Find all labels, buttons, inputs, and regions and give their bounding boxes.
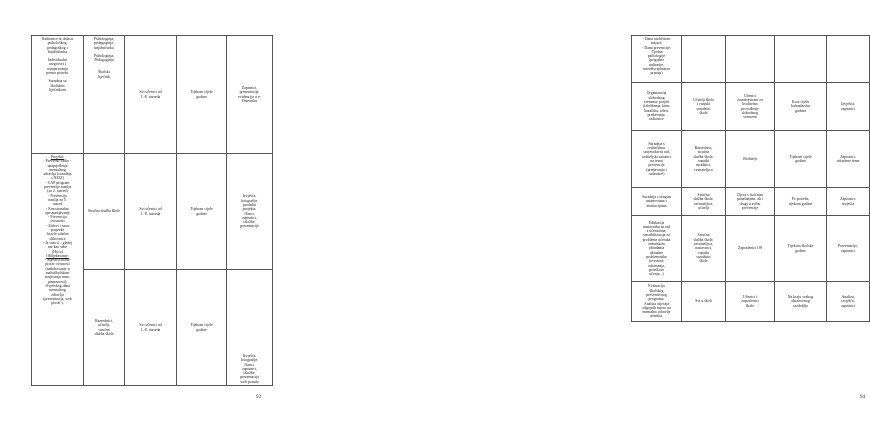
text-line: -bracle talačne (46, 232, 69, 237)
text-line: mentalnog (49, 167, 66, 172)
text-line: obrazovnog (791, 299, 810, 304)
text-line: -Svjetskog dana (45, 283, 70, 288)
text-line: psihologije (647, 54, 666, 59)
responsible-cell: Stručna služba škole (84, 154, 125, 270)
text-line: Zapisnici, (840, 197, 856, 202)
text-line: nastavnici, (695, 246, 712, 251)
text-line: - Prevelno vadro - (43, 159, 72, 164)
text-line: ravnateljica, (693, 242, 714, 247)
text-line: Tijekom cijele (190, 207, 213, 212)
text-line: zdravlja (suradnja (43, 172, 72, 177)
text-line: Na kraju svakog (787, 295, 814, 300)
text-line: Suradnja sa (48, 79, 67, 84)
text-line: evidencija u e- (238, 94, 261, 99)
text-line: radionice (649, 117, 664, 122)
target-group-cell (125, 36, 177, 154)
text-line: zapisnici, (242, 366, 257, 371)
text-line: Svi učenici od (139, 207, 162, 212)
projects-title: Projekti: (50, 155, 65, 159)
text-line: vanjski (697, 159, 710, 163)
text-line: maltuškolskom (45, 271, 70, 276)
text-line: problematike (646, 254, 667, 259)
text-line: aktualne (649, 250, 664, 255)
activity-cell (632, 83, 682, 131)
responsible-cell (682, 131, 726, 188)
text-line: Suradnja s (648, 141, 665, 146)
text-line: razdoblja (793, 303, 808, 308)
text-line: škole (699, 259, 708, 264)
activity-cell (32, 36, 84, 154)
text-line: pismenosti); (47, 279, 68, 284)
target-group-cell (726, 36, 775, 83)
text-line: Tijekom cijele (190, 90, 213, 95)
text-line: Razrednici, (694, 146, 713, 151)
text-line: Analiza utjecaja (643, 301, 670, 306)
text-line: pedagoginja, (94, 41, 114, 46)
text-line: 1.-8. razreda (140, 211, 161, 216)
evaluation-cell (827, 216, 870, 282)
text-line: suradnici (696, 254, 711, 259)
activity-cell (632, 188, 682, 216)
text-line: zapisnici (841, 106, 855, 111)
text-line: Tijekom cijele (789, 154, 812, 159)
text-line: preventivnog (646, 292, 667, 297)
text-line: slikovnice (49, 236, 66, 241)
projects-cell (32, 154, 84, 386)
time-cell (775, 216, 827, 282)
text-line: prevencije nasilja (43, 185, 72, 190)
table-row (32, 36, 273, 154)
text-line: (prigodne (648, 58, 665, 63)
text-line: - Prevencija (48, 215, 67, 220)
text-line: fotografije, (240, 198, 259, 203)
text-line: - Dana različitosti (642, 37, 671, 41)
text-line: služba škole, (693, 154, 714, 159)
text-line: Izvješća, (841, 102, 855, 107)
text-line: - Dana prevencije; (642, 45, 671, 50)
target-group-cell (125, 154, 177, 270)
text-line: ovisnosti (50, 219, 65, 224)
text-line: -Tjedan (650, 49, 663, 54)
text-line: Psihologinja, (93, 53, 115, 58)
text-line: ravnateljica (694, 167, 713, 172)
text-line: Razrednici, (95, 318, 113, 323)
text-line: radionice, (648, 62, 665, 67)
text-line: Roditelji (743, 156, 757, 161)
text-line: produkti (242, 202, 257, 207)
text-line: Analiza, (841, 295, 855, 300)
text-line: zaposlenici (741, 299, 759, 304)
text-line: godine (795, 159, 806, 163)
text-line: Učitelji škole (693, 97, 714, 102)
text-line: (ovisnost, (648, 259, 665, 264)
text-line: prevencije (648, 163, 665, 168)
text-line: savjetodavni rad, (643, 150, 670, 155)
table-row (32, 154, 273, 270)
text-line: provođenje (741, 106, 759, 111)
text-line: fotografije, (240, 358, 259, 363)
text-line: Psihologinja, (93, 37, 115, 41)
text-line: me kao sebe (47, 245, 68, 250)
text-line: Dnevniku (241, 98, 258, 103)
text-line: učenika. (649, 314, 664, 319)
text-line: razgovori i (49, 62, 66, 67)
text-line: na temu (650, 159, 663, 163)
text-line: Zaposlenici OŠ (737, 246, 763, 251)
text-line: nastavnika za rad (642, 224, 670, 229)
text-line: prezentacije (240, 224, 259, 229)
text-line: godine (196, 327, 207, 332)
text-line: - Zidovi i nasu (46, 223, 69, 228)
text-line: prevencije (741, 205, 759, 210)
target-group-cell (726, 282, 775, 322)
text-line: predavanja, (647, 112, 666, 117)
text-line: Organizacija (646, 91, 667, 96)
text-line: liječnikom (49, 87, 66, 92)
text-line: slobodnog (648, 95, 665, 100)
text-line: škole (699, 110, 708, 115)
time-cell (177, 36, 227, 154)
text-line: Radionice iz oblasti (42, 37, 73, 41)
text-line: projekta, (242, 207, 257, 212)
text-line: mentalno zdravlje (642, 310, 671, 315)
table-row (632, 83, 870, 131)
text-line: Učenici (743, 93, 757, 98)
text-line: (predavanja i (646, 167, 667, 172)
evaluation-cell (827, 131, 870, 188)
text-line: slobodnog (741, 110, 759, 115)
text-line: stručna (98, 327, 110, 332)
text-line: Svi u školi (695, 299, 712, 304)
text-line: obradama (648, 246, 665, 251)
text-line: školskim (50, 83, 65, 88)
evaluation-cell (827, 282, 870, 322)
time-cell (775, 131, 827, 188)
text-line: odradene teme (836, 159, 860, 163)
text-line: knjižničarka (47, 49, 68, 54)
text-line: roditeljima, (647, 146, 666, 151)
text-line: služba škole, (693, 197, 714, 202)
text-line: pristup) (650, 71, 663, 76)
text-line: vremena, posjeti (643, 100, 670, 105)
text-line: kalendarsku (791, 104, 810, 109)
evaluation-cell (827, 83, 870, 131)
text-line: - Ja sam ti – gledej (42, 240, 73, 245)
text-line: Tijekom školske (787, 244, 814, 249)
text-line: razred (52, 202, 63, 207)
projects-list (33, 159, 82, 254)
table-row (632, 188, 870, 216)
responsible-cell (84, 270, 125, 386)
text-line: protiv ovisnosti (45, 262, 70, 267)
text-line: prezentacija (240, 375, 259, 380)
text-line: roditeljski sastanci (641, 154, 672, 159)
target-group-cell (726, 188, 775, 216)
activity-cell (632, 282, 682, 322)
text-line: Evaluacija (648, 284, 665, 289)
time-cell (177, 270, 227, 386)
text-line: (Hyco) (51, 249, 64, 254)
text-line: drugi u svrhu (739, 201, 761, 206)
text-line: Prezentacije, (838, 244, 858, 249)
observance-list (33, 258, 82, 305)
target-group-cell (726, 131, 775, 188)
text-line: radionice) (648, 171, 665, 176)
target-group-cell (726, 216, 775, 282)
text-line: usmjeravanja (47, 66, 68, 71)
time-cell (775, 36, 827, 83)
text-line: učitelji, (98, 323, 110, 328)
text-line: suradnici, (695, 163, 712, 168)
text-line: Zapisnici, (241, 85, 258, 90)
text-line: ravnateljica, (693, 201, 714, 206)
text-line: i vanjski (696, 102, 711, 107)
activity-cell (632, 216, 682, 282)
text-line: učitelji (698, 205, 709, 210)
text-line: - Emocionalno (45, 206, 69, 211)
evaluation-cell (227, 270, 273, 386)
text-line: pedagoškog i (47, 45, 68, 50)
text-line: Zapisnici, (840, 154, 856, 159)
text-line: Djeca s rizičnim (737, 192, 763, 197)
target-group-cell (726, 83, 775, 131)
text-line: probleme učenika (642, 237, 671, 242)
time-cell (177, 154, 227, 270)
text-line: odrastanja, (648, 263, 665, 268)
text-line: liječnik (98, 74, 110, 79)
text-line: članci, (244, 211, 255, 216)
text-line: stručna (697, 150, 710, 155)
text-line: izvješća (841, 201, 855, 206)
text-line: godine (196, 211, 207, 216)
text-line: natjecanju mmc (45, 275, 70, 280)
text-line: prema potrebi. (46, 71, 69, 76)
text-line: Školski (98, 70, 110, 75)
text-line: odgojnih mjera na (642, 305, 671, 310)
activity-cell (632, 131, 682, 188)
text-line: zapisnici, (242, 215, 257, 220)
text-line: - CAP program (45, 180, 70, 185)
text-line: školskog (649, 288, 664, 293)
text-line: Svi učenici od (139, 323, 162, 328)
text-line: zainteresirani za (737, 97, 763, 102)
responsible-cell (682, 216, 726, 282)
text-line: članci, (244, 362, 255, 367)
text-line: Kroz cijelu (791, 100, 810, 105)
time-cell (775, 83, 827, 131)
text-line: kvalitetno (742, 102, 758, 107)
text-line: Po potrebe, (791, 197, 810, 202)
text-line: Tijekom cijele (190, 323, 213, 328)
right-plan-table (631, 35, 870, 322)
text-line: godinu (795, 108, 806, 113)
page-number: 94 (860, 395, 865, 400)
time-cell (775, 282, 827, 322)
text-line: Suradnja s drugim (642, 195, 671, 200)
text-line: opismenjavanje (45, 210, 70, 215)
text-line: Svi učenici od (139, 90, 162, 95)
text-line: Učenici i (742, 295, 758, 300)
text-line: (nadobovanje u (45, 266, 70, 271)
text-line: vanjski (697, 250, 710, 255)
text-line: interdisciplinarni (643, 67, 670, 72)
table-row (632, 216, 870, 282)
text-line: institucijama (646, 203, 667, 208)
text-line: Stručna (697, 192, 710, 197)
time-cell (775, 188, 827, 216)
text-line: prezentacije, (239, 90, 260, 95)
table-row (632, 36, 870, 83)
text-line: - mjeseca borbe (45, 258, 70, 263)
text-line: (izložbama, kinu, (642, 104, 671, 109)
responsible-cell (682, 188, 726, 216)
evaluation-cell (827, 188, 870, 216)
evaluation-cell (227, 154, 273, 270)
text-line: Edukacija (648, 220, 665, 225)
text-line: s učenicima, (646, 229, 667, 234)
text-line: Izvješća, (242, 194, 257, 199)
text-line: programa. (648, 297, 665, 302)
text-line: s NZJZ) (51, 176, 64, 181)
text-line: Izvješća, (242, 353, 257, 358)
left-page (0, 0, 300, 424)
text-line: Pedagoginja (94, 58, 114, 63)
text-line: poteškoće (648, 267, 665, 272)
text-line: suradnici (696, 106, 711, 111)
text-line: knjižničarka (94, 45, 114, 50)
text-line: izvješća, (841, 299, 855, 304)
text-line: web portala (240, 379, 259, 384)
table-row (632, 131, 870, 188)
text-line: portal ). (51, 301, 64, 306)
text-line: psihološkog, (47, 41, 68, 46)
responsible-cell (682, 282, 726, 322)
text-line: ponašanjem, ali i (736, 197, 764, 202)
left-plan-table (31, 35, 273, 386)
text-line: kazalištu, izleti, (644, 108, 669, 113)
responsible-cell (682, 83, 726, 131)
text-line: mentalnog (49, 288, 66, 293)
text-line: služba škole, (693, 237, 714, 242)
text-line: majica; (650, 41, 663, 46)
responsible-cell (682, 36, 726, 83)
text-line: zdravlja (51, 292, 64, 297)
text-line: senzibilizacija za (643, 233, 670, 238)
right-page (300, 0, 865, 424)
text-line: škole (745, 303, 755, 308)
text-line: izložbe, (243, 220, 256, 225)
text-line: nasilja za 5. (48, 197, 67, 202)
text-line: služba škole (94, 331, 114, 336)
evaluation-cell (227, 36, 273, 154)
text-line: (za 2. razred) (47, 189, 68, 194)
text-line: vremena (743, 115, 757, 120)
table-row (632, 282, 870, 322)
text-line: unaprjeđenje (47, 163, 68, 168)
text-line: - Prevencija (48, 193, 67, 198)
text-line: Stručna (697, 233, 710, 238)
text-line: učenja...) (649, 272, 664, 277)
text-line: ustanovama s (645, 199, 668, 204)
page-number: 93 (256, 395, 261, 400)
target-group-cell (125, 270, 177, 386)
text-line: izložbe, (243, 371, 256, 376)
evaluation-cell (827, 36, 870, 83)
responsible-cell (84, 36, 125, 154)
text-line: Individualni (47, 58, 68, 63)
observance-title: Obilježavanje: (46, 253, 69, 258)
text-line: tematskim (648, 242, 665, 247)
text-line: (prezentacija, web (43, 296, 72, 301)
text-line: zapisnici (841, 303, 855, 308)
activity-cell (632, 36, 682, 83)
text-line: godine (795, 248, 806, 253)
text-line: 1.-8. razreda (140, 327, 161, 332)
text-line: prapreke (50, 228, 65, 233)
text-line: godine (196, 94, 207, 99)
text-line: 1.-8. razreda (140, 94, 161, 99)
text-line: tijekom godine (788, 201, 813, 206)
text-line: zapisnici (841, 248, 855, 253)
